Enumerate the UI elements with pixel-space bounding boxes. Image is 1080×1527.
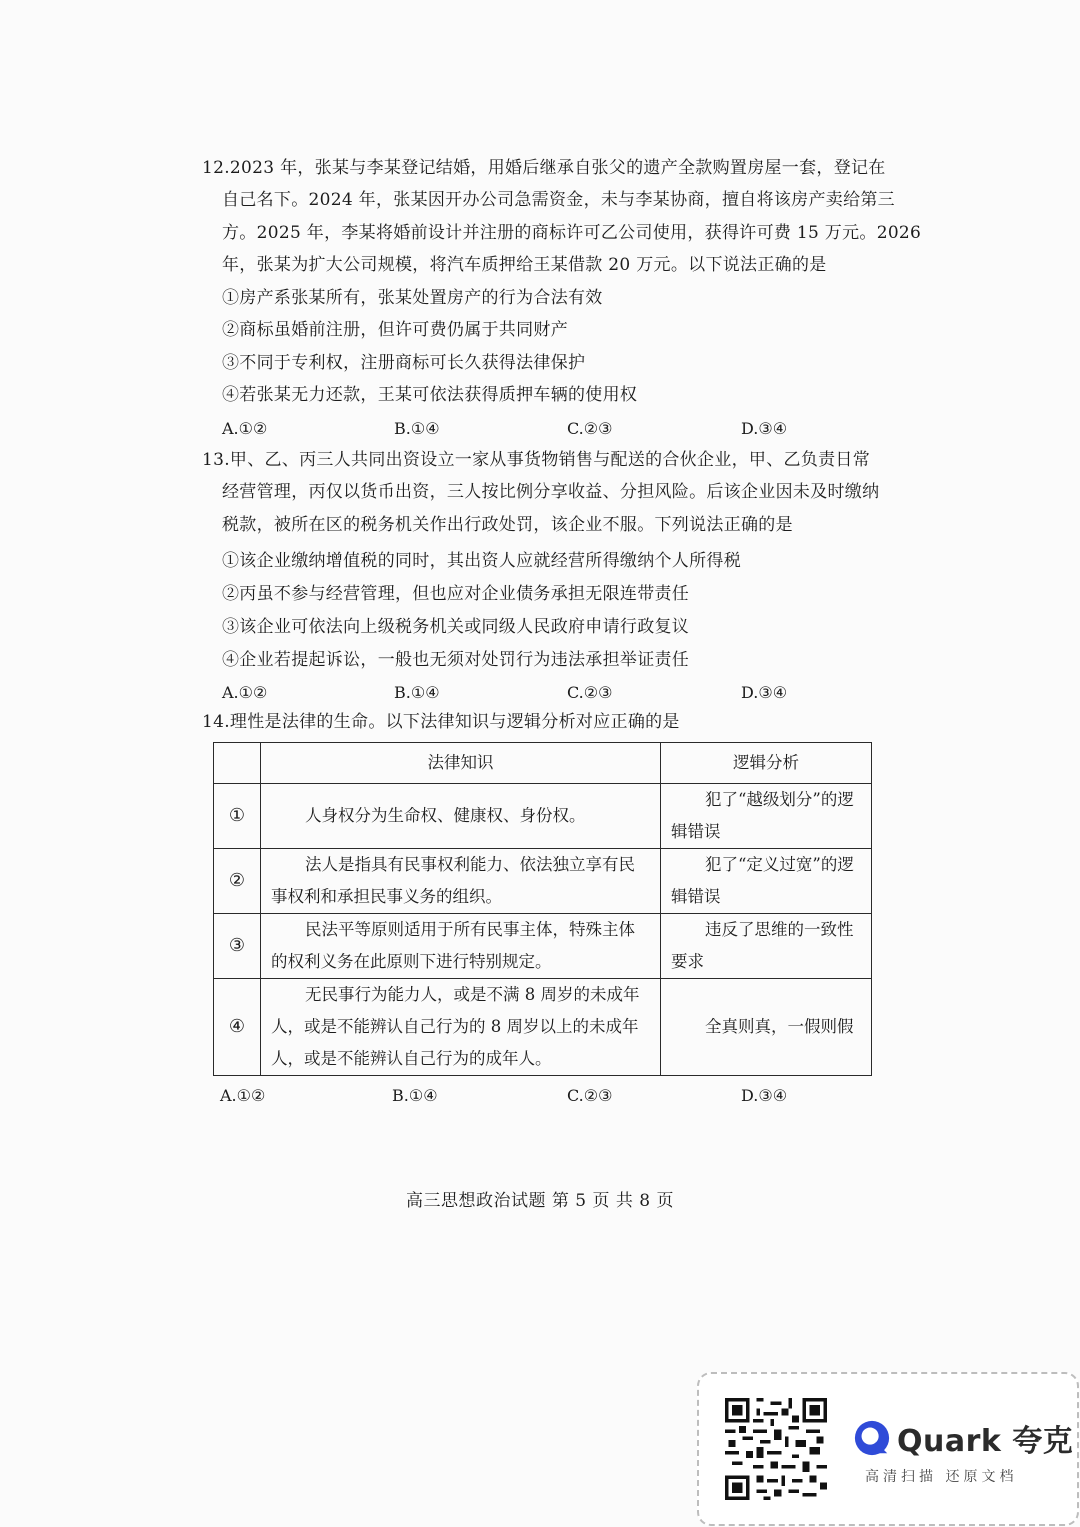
quark-brand-name: Quark 夸克 [897,1424,1074,1459]
q12-option-b: B.①④ [394,419,440,438]
table-header-analysis: 逻辑分析 [661,743,872,784]
table-row [214,979,872,1076]
row-knowledge: 法人是指具有民事权利能力、依法独立享有民事权利和承担民事义务的组织。 [261,849,661,914]
table-header-num [214,743,261,784]
q12-statement-3: ③不同于专利权，注册商标可长久获得法律保护 [222,353,586,373]
table-header-knowledge: 法律知识 [261,743,661,784]
q13-statement-2: ②丙虽不参与经营管理，但也应对企业债务承担无限连带责任 [222,584,690,604]
row-knowledge: 无民事行为能力人，或是不满 8 周岁的未成年人，或是不能辨认自己行为的 8 周岁以上的未成年人，或是不能辨认自己行为的成年人。 [261,979,661,1076]
q12-option-d: D.③④ [741,419,788,438]
q13-option-c: C.②③ [567,683,613,702]
quark-tagline: 高清扫描 还原文档 [865,1469,1018,1485]
scanner-watermark-badge [697,1372,1079,1526]
quark-logo-icon [853,1419,891,1457]
row-number: ③ [214,914,261,979]
q12-stem-line-1: 12.2023 年，张某与李某登记结婚，用婚后继承自张父的遗产全款购置房屋一套，登记在 [202,158,886,178]
q12-stem-line-2: 自己名下。2024 年，张某因开办公司急需资金，未与李某协商，擅自将该房产卖给第三 [222,190,895,210]
q12-option-a: A.①② [222,419,268,438]
q14-option-a: A.①② [220,1086,266,1105]
logic-table [213,742,872,1076]
row-number: ④ [214,979,261,1076]
row-knowledge: 人身权分为生命权、健康权、身份权。 [261,784,661,849]
q12-statement-4: ④若张某无力还款，王某可依法获得质押车辆的使用权 [222,385,638,405]
row-number: ② [214,849,261,914]
q12-stem-line-3: 方。2025 年，李某将婚前设计并注册的商标许可乙公司使用，获得许可费 15 万元。2026 [222,223,922,243]
qr-code-icon [725,1398,827,1500]
q13-stem-line-3: 税款，被所在区的税务机关作出行政处罚，该企业不服。下列说法正确的是 [222,515,793,535]
q13-statement-1: ①该企业缴纳增值税的同时，其出资人应就经营所得缴纳个人所得税 [222,551,741,571]
table-header-row [214,743,872,784]
q12-option-c: C.②③ [567,419,613,438]
row-number: ① [214,784,261,849]
q13-option-d: D.③④ [741,683,788,702]
row-analysis: 犯了“越级划分”的逻辑错误 [661,784,872,849]
q13-statement-4: ④企业若提起诉讼，一般也无须对处罚行为违法承担举证责任 [222,650,690,670]
q13-stem-line-2: 经营管理，丙仅以货币出资，三人按比例分享收益、分担风险。后该企业因未及时缴纳 [222,482,880,502]
q14-option-d: D.③④ [741,1086,788,1105]
table-row [214,914,872,979]
row-analysis: 违反了思维的一致性要求 [661,914,872,979]
table-row [214,784,872,849]
q14-option-c: C.②③ [567,1086,613,1105]
table-row [214,849,872,914]
q14-option-b: B.①④ [392,1086,438,1105]
q13-stem-line-1: 13.甲、乙、丙三人共同出资设立一家从事货物销售与配送的合伙企业，甲、乙负责日常 [202,450,871,470]
q13-statement-3: ③该企业可依法向上级税务机关或同级人民政府申请行政复议 [222,617,690,637]
q12-statement-2: ②商标虽婚前注册，但许可费仍属于共同财产 [222,320,568,340]
q13-option-b: B.①④ [394,683,440,702]
q14-stem: 14.理性是法律的生命。以下法律知识与逻辑分析对应正确的是 [202,712,680,732]
q12-statement-1: ①房产系张某所有，张某处置房产的行为合法有效 [222,288,603,308]
row-analysis: 全真则真，一假则假 [661,979,872,1076]
brand-row [853,1416,1073,1460]
q12-stem-line-4: 年，张某为扩大公司规模，将汽车质押给王某借款 20 万元。以下说法正确的是 [222,255,827,275]
page-footer: 高三思想政治试题 第 5 页 共 8 页 [405,1191,675,1211]
row-knowledge: 民法平等原则适用于所有民事主体，特殊主体的权利义务在此原则下进行特别规定。 [261,914,661,979]
row-analysis: 犯了“定义过宽”的逻辑错误 [661,849,872,914]
q13-option-a: A.①② [222,683,268,702]
